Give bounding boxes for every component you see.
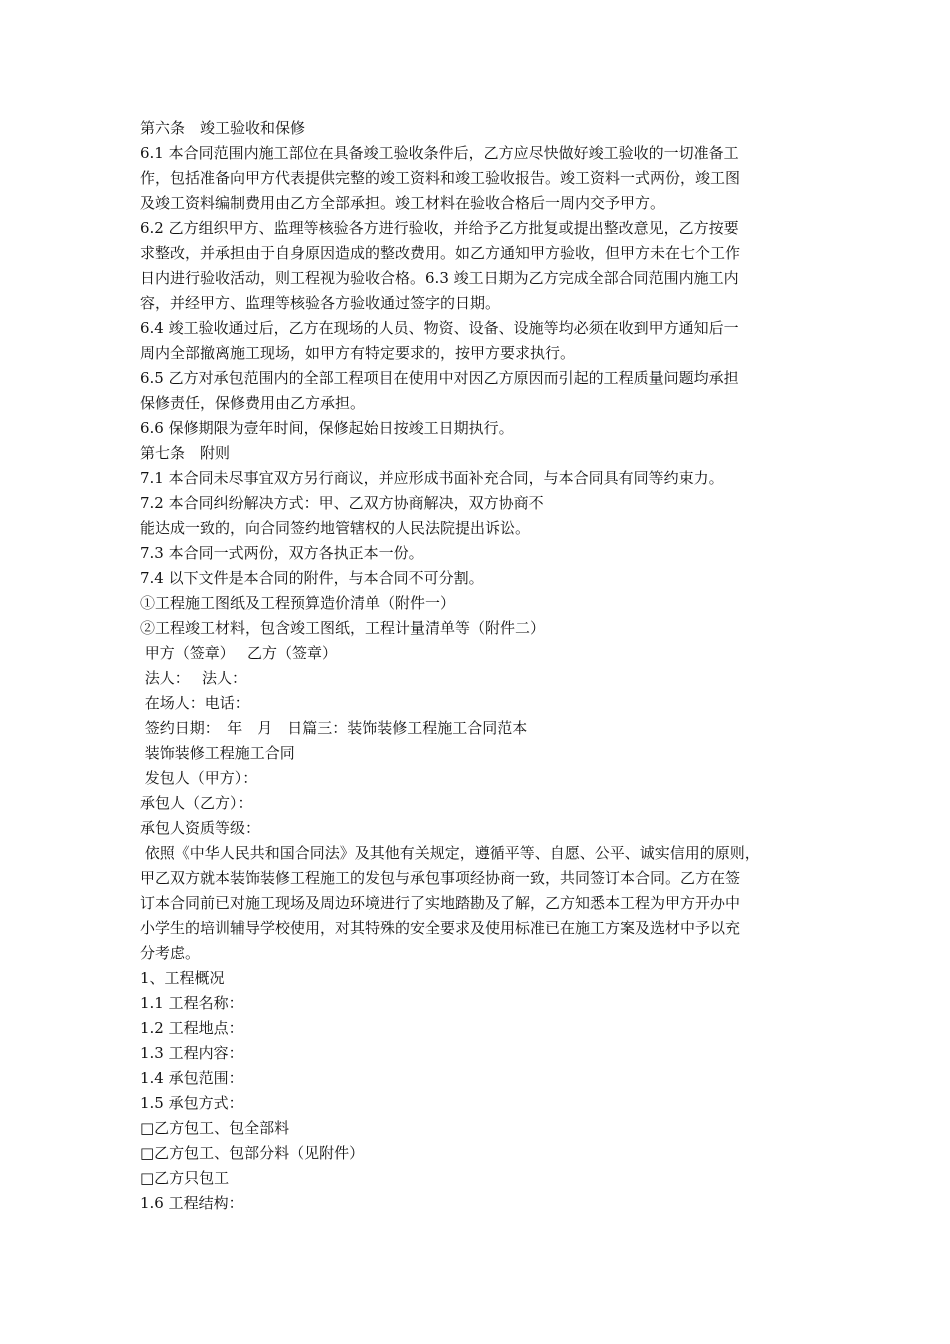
section-heading-1: 1、工程概况 (140, 969, 225, 987)
field-line: 1.5 承包方式： (140, 1094, 244, 1112)
text-line: 日内进行验收活动，则工程视为验收合格。6.3 竣工日期为乙方完成全部合同范围内施工内 (140, 269, 739, 287)
text-line: 能达成一致的，向合同签约地管辖权的人民法院提出诉讼。 (140, 519, 531, 537)
text-line: 6.4 竣工验收通过后，乙方在现场的人员、物资、设备、设施等均必须在收到甲方通知后一 (140, 319, 739, 337)
party-line: 承包人资质等级： (140, 819, 261, 837)
field-line: 1.3 工程内容： (140, 1044, 244, 1062)
text-line: 容，并经甲方、监理等核验各方验收通过签字的日期。 (140, 294, 501, 312)
checkbox-option: □乙方只包工 (140, 1169, 230, 1187)
text-line: 7.4 以下文件是本合同的附件，与本合同不可分割。 (140, 569, 484, 587)
text-line: 求整改，并承担由于自身原因造成的整改费用。如乙方通知甲方验收，但甲方未在七个工作 (140, 244, 741, 262)
field-line: 1.2 工程地点： (140, 1019, 244, 1037)
text-line: 6.5 乙方对承包范围内的全部工程项目在使用中对因乙方原因而引起的工程质量问题均承担 (140, 369, 739, 387)
section-heading-7: 第七条 附则 (140, 444, 231, 462)
field-line: 1.6 工程结构： (140, 1194, 244, 1212)
field-line: 1.1 工程名称： (140, 994, 244, 1012)
text-line: 周内全部撤离施工现场，如甲方有特定要求的，按甲方要求执行。 (140, 344, 576, 362)
text-line: 6.1 本合同范围内施工部位在具备竣工验收条件后，乙方应尽快做好竣工验收的一切准备工 (140, 144, 739, 162)
section-heading-6: 第六条 竣工验收和保修 (140, 119, 306, 137)
text-line: 6.2 乙方组织甲方、监理等核验各方进行验收，并给予乙方批复或提出整改意见，乙方按要 (140, 219, 739, 237)
text-line: 7.3 本合同一式两份，双方各执正本一份。 (140, 544, 424, 562)
signature-line: 法人： 法人： (140, 669, 248, 687)
party-line: 承包人（乙方）： (140, 794, 253, 812)
text-line: 6.6 保修期限为壹年时间，保修起始日按竣工日期执行。 (140, 419, 514, 437)
signature-line: 在场人：电话： (140, 694, 250, 712)
text-line: 依照《中华人民共和国合同法》及其他有关规定，遵循平等、自愿、公平、诚实信用的原则， (140, 844, 760, 862)
field-line: 1.4 承包范围： (140, 1069, 244, 1087)
signature-line: 签约日期： 年 月 日篇三：装饰装修工程施工合同范本 (140, 719, 528, 737)
text-line: 保修责任，保修费用由乙方承担。 (140, 394, 366, 412)
attachment-item: ②工程竣工材料，包含竣工图纸，工程计量清单等（附件二） (140, 619, 546, 637)
party-line: 发包人（甲方）： (140, 769, 258, 787)
text-line: 7.1 本合同未尽事宜双方另行商议，并应形成书面补充合同，与本合同具有同等约束力。 (140, 469, 724, 487)
checkbox-option: □乙方包工、包全部料 (140, 1119, 290, 1137)
text-line: 小学生的培训辅导学校使用，对其特殊的安全要求及使用标准已在施工方案及选材中予以充 (140, 919, 741, 937)
text-line: 甲乙双方就本装饰装修工程施工的发包与承包事项经协商一致，共同签订本合同。乙方在签 (140, 869, 741, 887)
signature-line: 甲方（签章） 乙方（签章） (140, 644, 338, 662)
text-line: 7.2 本合同纠纷解决方式：甲、乙双方协商解决，双方协商不 (140, 494, 544, 512)
text-line: 订本合同前已对施工现场及周边环境进行了实地踏勘及了解，乙方知悉本工程为甲方开办中 (140, 894, 741, 912)
document-body (140, 116, 820, 1216)
contract-title: 装饰装修工程施工合同 (140, 744, 295, 762)
text-line: 作，包括准备向甲方代表提供完整的竣工资料和竣工验收报告。竣工资料一式两份，竣工图 (140, 169, 741, 187)
text-line: 分考虑。 (140, 944, 201, 962)
attachment-item: ①工程施工图纸及工程预算造价清单（附件一） (140, 594, 456, 612)
checkbox-option: □乙方包工、包部分料（见附件） (140, 1144, 365, 1162)
text-line: 及竣工资料编制费用由乙方全部承担。竣工材料在验收合格后一周内交予甲方。 (140, 194, 666, 212)
